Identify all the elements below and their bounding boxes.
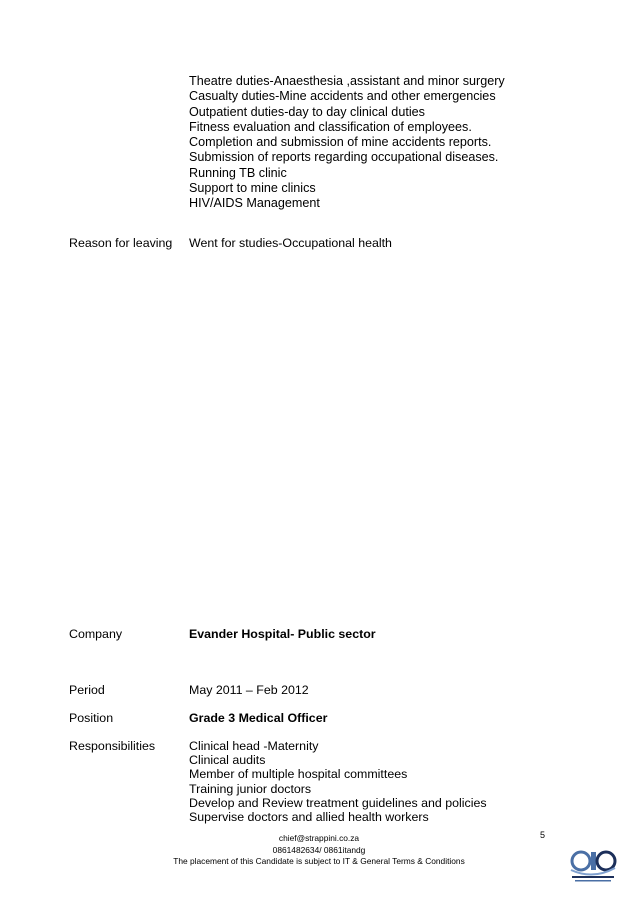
company-label: Company (69, 627, 123, 641)
duty-item: Fitness evaluation and classification of employees. (189, 119, 472, 134)
position-value: Grade 3 Medical Officer (189, 711, 328, 725)
responsibility-item: Training junior doctors (189, 781, 312, 796)
footer-email[interactable]: chief@strappini.co.za (278, 833, 360, 843)
company-value: Evander Hospital- Public sector (189, 627, 376, 641)
responsibility-item: Supervise doctors and allied health workers (189, 810, 429, 825)
duty-item: Running TB clinic (189, 165, 287, 180)
page-number: 5 (540, 830, 546, 840)
responsibility-item: Member of multiple hospital committees (189, 767, 408, 782)
footer-phone: 0861482634/ 0861itandg (272, 845, 366, 855)
duty-item: Outpatient duties-day to day clinical duties (189, 104, 425, 119)
reason-label: Reason for leaving (69, 236, 173, 250)
position-label: Position (69, 711, 114, 725)
responsibility-item: Clinical head -Maternity (189, 739, 319, 753)
footer-notice: The placement of this Candidate is subject to IT & General Terms & Conditions (173, 856, 465, 866)
responsibility-item: Clinical audits (189, 753, 266, 768)
reason-value: Went for studies-Occupational health (189, 236, 392, 250)
period-label: Period (69, 683, 105, 697)
responsibility-item: Develop and Review treatment guidelines and policies (189, 795, 487, 810)
duties-list (189, 74, 505, 212)
period-value: May 2011 – Feb 2012 (189, 683, 309, 697)
duty-item: Completion and submission of mine accidents reports. (189, 135, 492, 150)
duty-item: Casualty duties-Mine accidents and other emergencies (189, 89, 496, 104)
company-logo-icon (569, 846, 617, 886)
responsibilities-label: Responsibilities (69, 739, 156, 753)
duty-item: Support to mine clinics (189, 181, 316, 196)
responsibilities-list (189, 739, 487, 824)
duty-item: HIV/AIDS Management (189, 196, 320, 211)
duty-item: Submission of reports regarding occupational diseases. (189, 150, 499, 165)
duty-item: Theatre duties-Anaesthesia ,assistant and minor surgery (189, 74, 505, 88)
